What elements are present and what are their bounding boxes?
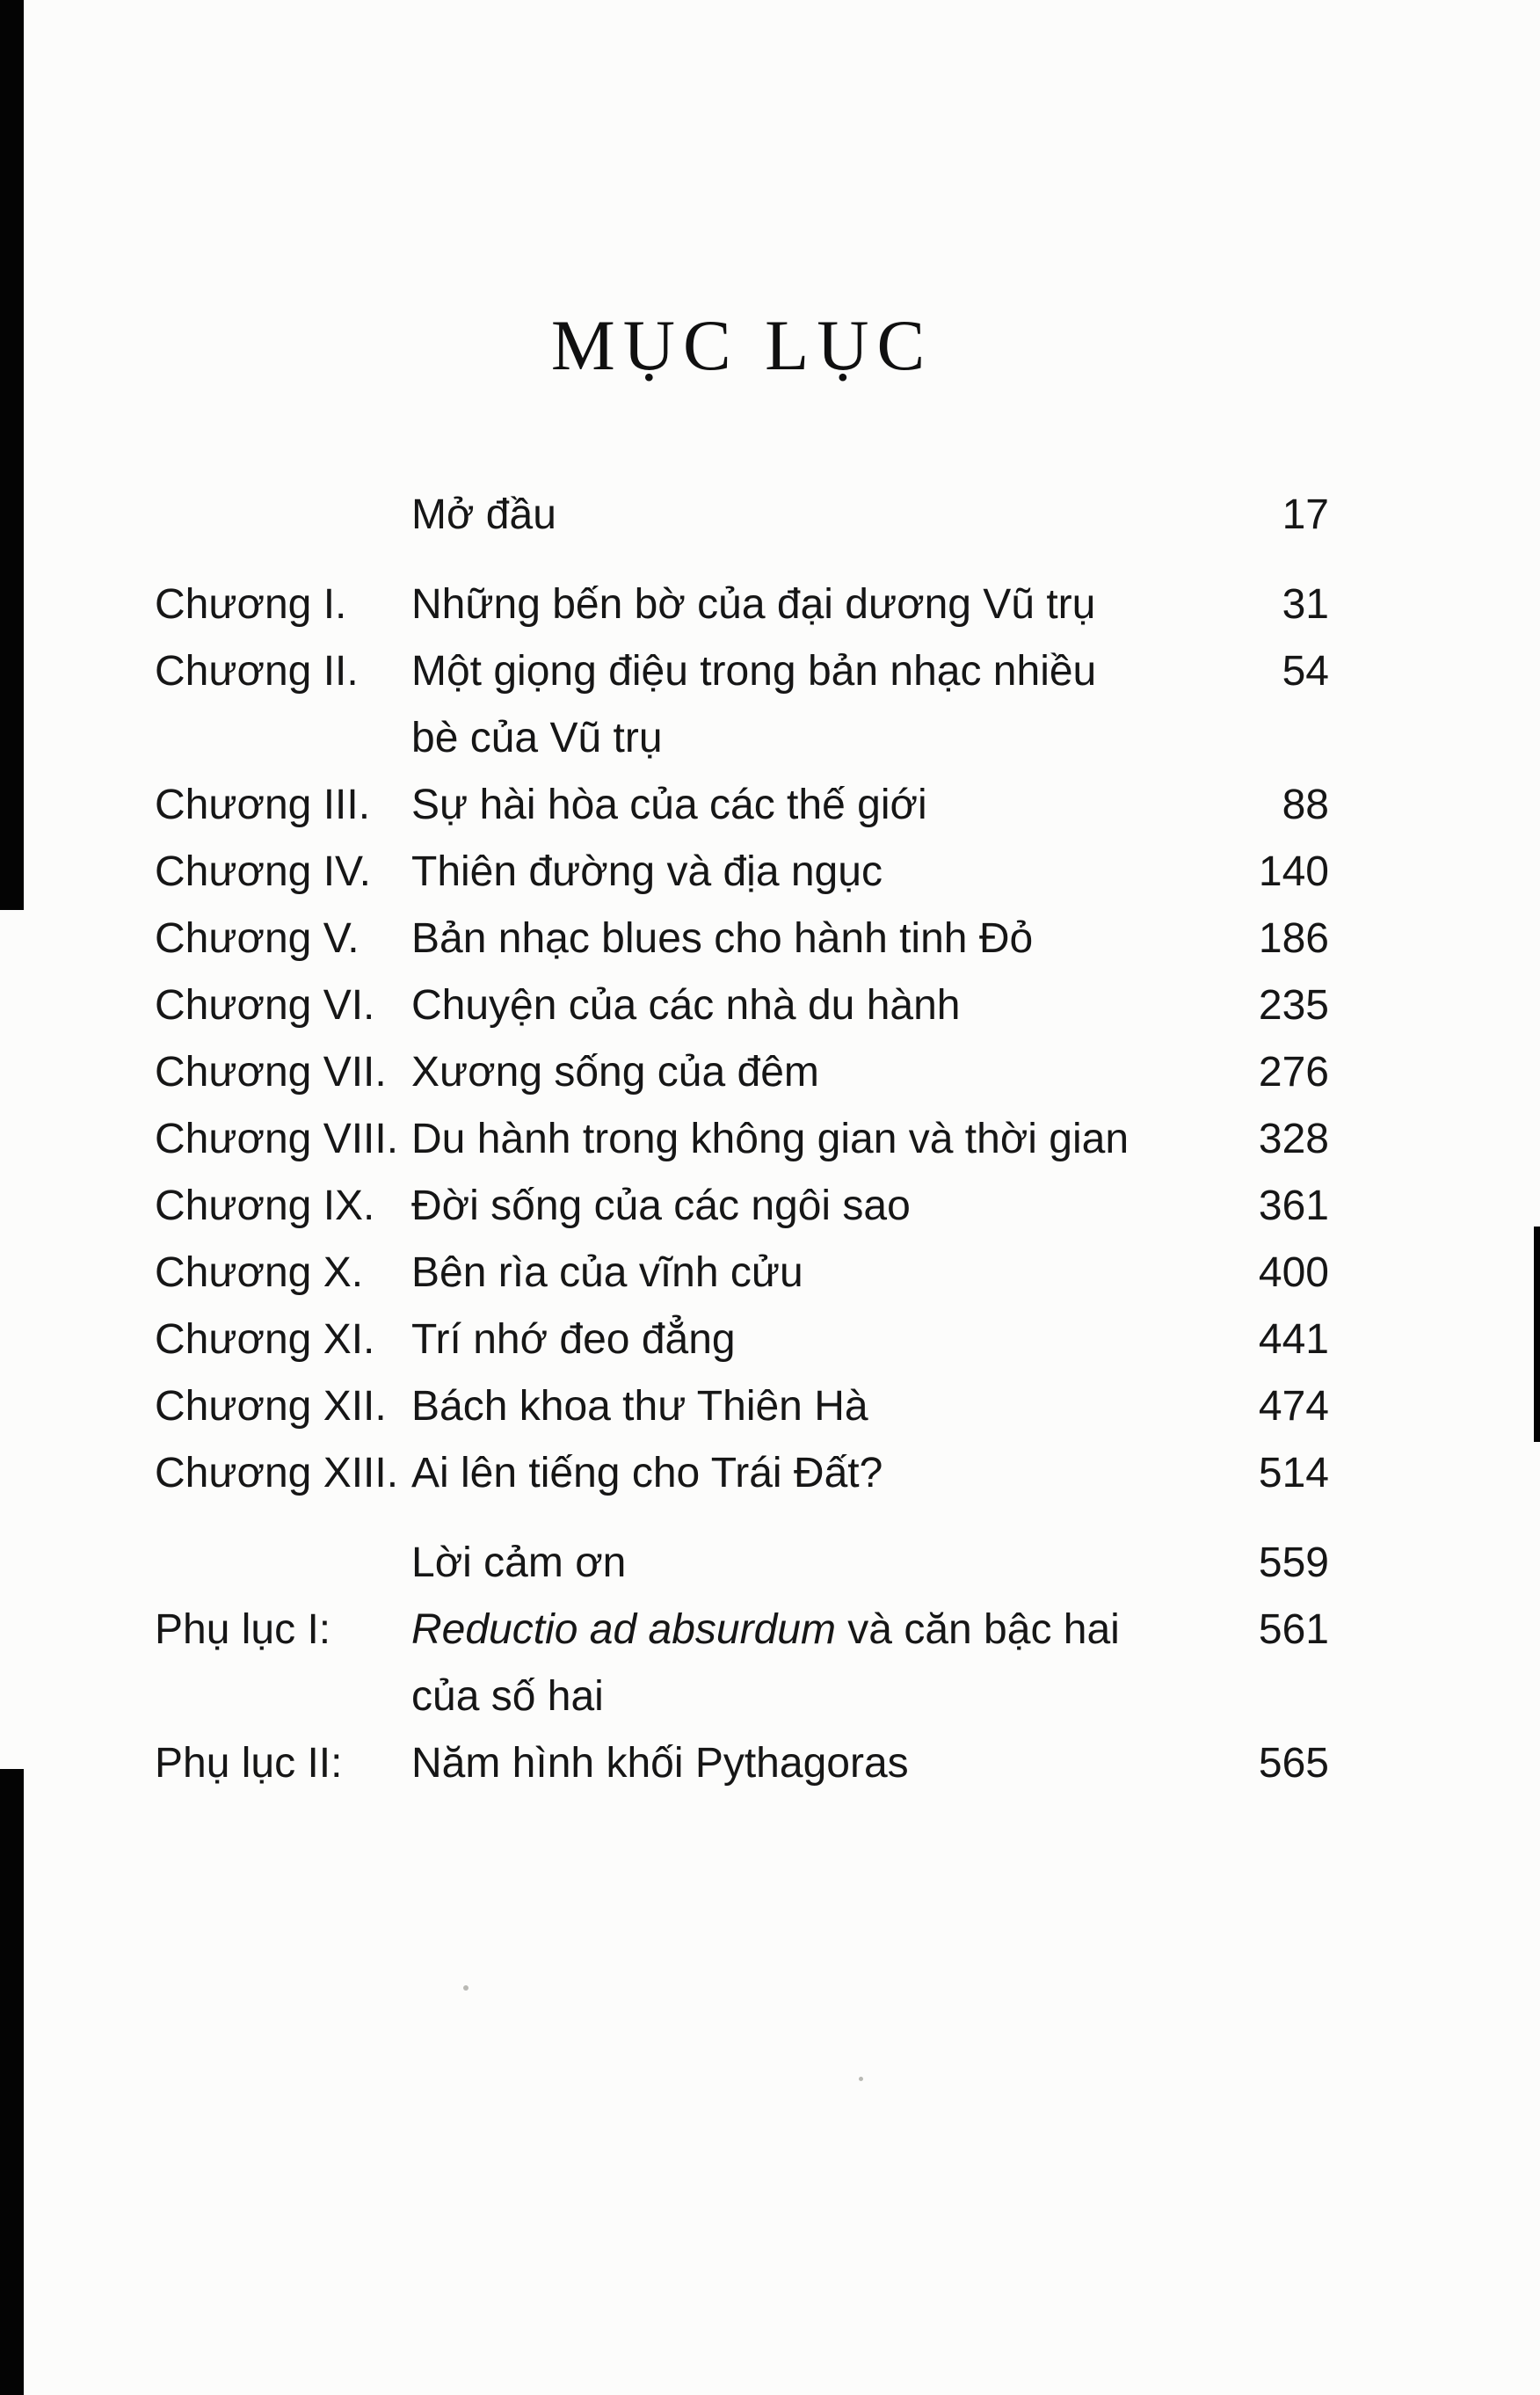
chapter-title-line: Thiên đường và địa ngục bbox=[411, 848, 883, 895]
chapter-label: Chương VII. bbox=[155, 1049, 387, 1096]
chapter-title-line: Sự hài hòa của các thế giới bbox=[411, 782, 927, 828]
chapter-title bbox=[411, 1530, 1215, 1597]
scan-speck bbox=[859, 2077, 863, 2081]
chapter-title-line: Một giọng điệu trong bản nhạc nhiều bbox=[411, 648, 1097, 695]
page-number: 140 bbox=[1258, 848, 1329, 895]
chapter-label: Chương I. bbox=[155, 581, 347, 628]
page-number: 328 bbox=[1258, 1116, 1329, 1162]
chapter-title-line: Bách khoa thư Thiên Hà bbox=[411, 1383, 868, 1430]
toc-row bbox=[155, 1307, 1329, 1373]
chapter-title-line: Những bến bờ của đại dương Vũ trụ bbox=[411, 581, 1096, 628]
page-number: 400 bbox=[1258, 1249, 1329, 1296]
chapter-title bbox=[411, 972, 1215, 1039]
toc-row bbox=[155, 1373, 1329, 1440]
toc-row bbox=[155, 906, 1329, 972]
chapter-title bbox=[411, 1307, 1215, 1373]
page-number: 54 bbox=[1282, 648, 1329, 695]
chapter-title-line: Chuyện của các nhà du hành bbox=[411, 982, 961, 1029]
chapter-title-line: Bản nhạc blues cho hành tinh Đỏ bbox=[411, 915, 1034, 962]
toc-row bbox=[155, 1173, 1329, 1240]
chapter-label: Chương V. bbox=[155, 915, 360, 962]
toc-row bbox=[155, 571, 1329, 638]
chapter-title bbox=[411, 1440, 1215, 1507]
chapter-title bbox=[411, 1730, 1215, 1797]
chapter-label: Chương III. bbox=[155, 782, 371, 828]
toc-row bbox=[155, 638, 1329, 772]
toc-row bbox=[155, 772, 1329, 839]
toc-row bbox=[155, 1240, 1329, 1307]
chapter-title bbox=[411, 1373, 1215, 1440]
toc-row bbox=[155, 1730, 1329, 1797]
chapter-title-line: Mở đầu bbox=[411, 491, 556, 538]
page-number: 31 bbox=[1282, 581, 1329, 628]
page-number: 235 bbox=[1258, 982, 1329, 1029]
chapter-title bbox=[411, 482, 1215, 549]
chapter-title-line: Du hành trong không gian và thời gian bbox=[411, 1116, 1130, 1162]
chapter-title bbox=[411, 571, 1215, 638]
toc-row bbox=[155, 1530, 1329, 1597]
scan-speck bbox=[463, 1985, 469, 1991]
chapter-title bbox=[411, 638, 1215, 772]
chapter-label: Chương IV. bbox=[155, 848, 371, 895]
page-number: 559 bbox=[1258, 1540, 1329, 1586]
chapter-label: Phụ lục I: bbox=[155, 1606, 331, 1653]
chapter-label: Phụ lục II: bbox=[155, 1740, 343, 1787]
chapter-label: Chương IX. bbox=[155, 1183, 375, 1229]
page-number: 561 bbox=[1258, 1606, 1329, 1653]
chapter-title-line: của số hai bbox=[411, 1673, 604, 1720]
toc-row bbox=[155, 1039, 1329, 1106]
chapter-label: Chương VIII. bbox=[155, 1116, 399, 1162]
toc-row bbox=[155, 839, 1329, 906]
chapter-title-line: Bên rìa của vĩnh cửu bbox=[411, 1249, 803, 1296]
page-number: 474 bbox=[1258, 1383, 1329, 1430]
page-number: 88 bbox=[1282, 782, 1329, 828]
toc-row bbox=[155, 972, 1329, 1039]
page-number: 361 bbox=[1258, 1183, 1329, 1229]
chapter-title-line: bè của Vũ trụ bbox=[411, 715, 663, 761]
page-number: 186 bbox=[1258, 915, 1329, 962]
toc-row bbox=[155, 1106, 1329, 1173]
page-number: 514 bbox=[1258, 1450, 1329, 1496]
scan-artifact-right-edge bbox=[1534, 1227, 1540, 1442]
chapter-label: Chương XIII. bbox=[155, 1450, 399, 1496]
chapter-label: Chương XII. bbox=[155, 1383, 387, 1430]
chapter-title bbox=[411, 1039, 1215, 1106]
chapter-label: Chương X. bbox=[155, 1249, 364, 1296]
chapter-title-line: Đời sống của các ngôi sao bbox=[411, 1183, 911, 1229]
chapter-title-line: Năm hình khối Pythagoras bbox=[411, 1740, 909, 1787]
page-number: 441 bbox=[1258, 1316, 1329, 1363]
scan-artifact-left-top bbox=[0, 0, 24, 910]
chapter-title-line: Lời cảm ơn bbox=[411, 1540, 627, 1586]
chapter-title bbox=[411, 906, 1215, 972]
chapter-title bbox=[411, 1240, 1215, 1307]
page-title: MỤC LỤC bbox=[550, 305, 933, 385]
chapter-title-line: Xương sống của đêm bbox=[411, 1049, 819, 1096]
chapter-label: Chương VI. bbox=[155, 982, 375, 1029]
chapter-title bbox=[411, 1106, 1215, 1173]
chapter-title bbox=[411, 1597, 1215, 1730]
chapter-title bbox=[411, 1173, 1215, 1240]
chapter-title-line: Ai lên tiếng cho Trái Đất? bbox=[411, 1450, 883, 1496]
page-number: 276 bbox=[1258, 1049, 1329, 1096]
page-number: 565 bbox=[1258, 1740, 1329, 1787]
chapter-label: Chương XI. bbox=[155, 1316, 375, 1363]
table-of-contents bbox=[155, 482, 1329, 1797]
chapter-label: Chương II. bbox=[155, 648, 359, 695]
chapter-title-line: Reductio ad absurdum và căn bậc hai bbox=[411, 1606, 1120, 1653]
toc-row bbox=[155, 482, 1329, 549]
chapter-title bbox=[411, 839, 1215, 906]
scan-artifact-left-bottom bbox=[0, 1769, 24, 2395]
page-number: 17 bbox=[1282, 491, 1329, 538]
chapter-title-line: Trí nhớ đeo đẳng bbox=[411, 1316, 736, 1363]
toc-row bbox=[155, 1440, 1329, 1507]
chapter-title bbox=[411, 772, 1215, 839]
toc-row bbox=[155, 1597, 1329, 1730]
